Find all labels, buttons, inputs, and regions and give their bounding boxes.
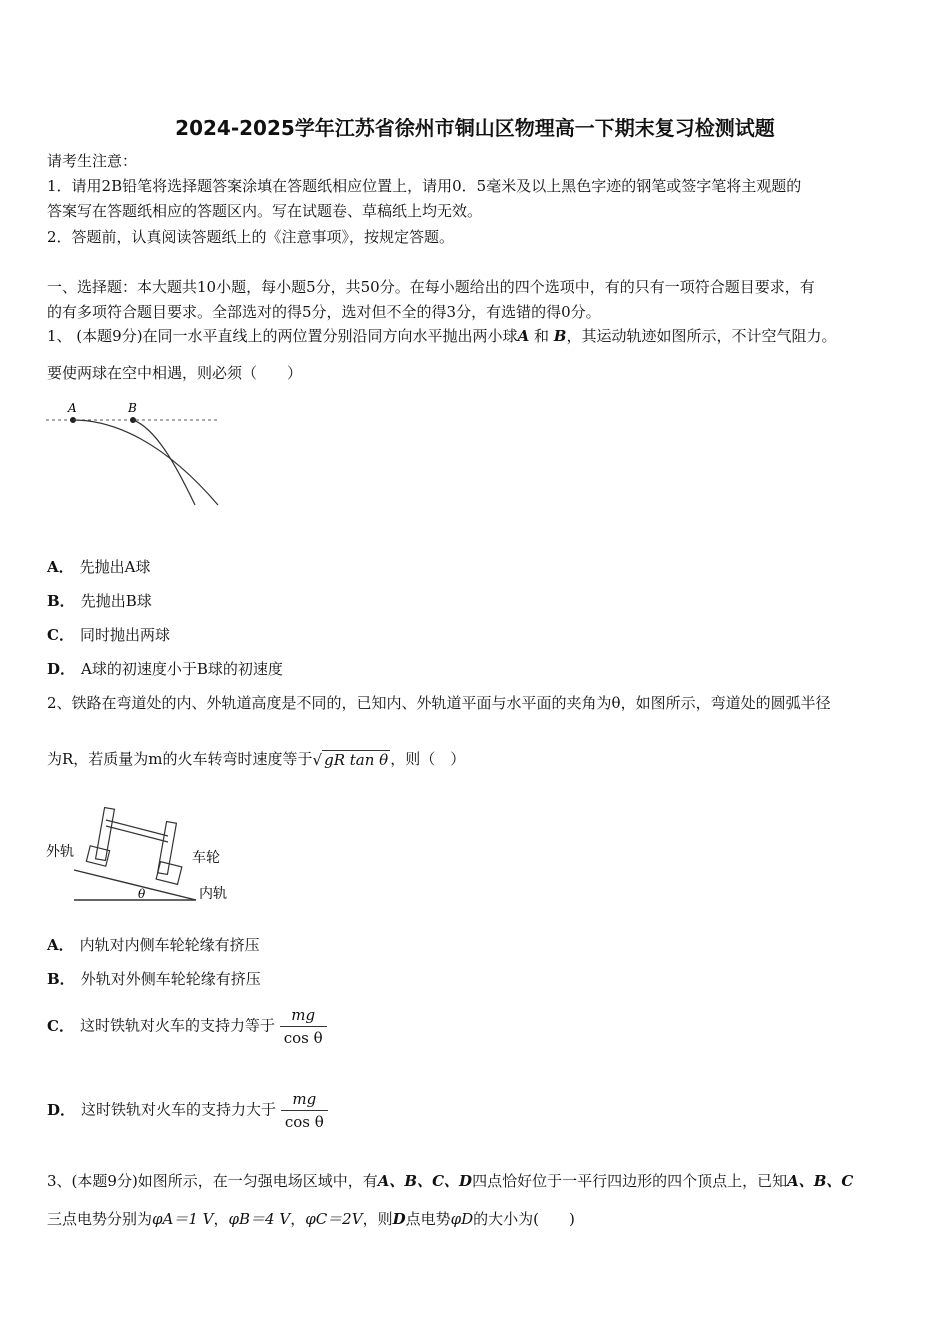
label-a: A: [68, 401, 77, 415]
label-wheel: 车轮: [192, 850, 220, 866]
label-inner-rail: 内轨: [199, 886, 227, 902]
sqrt-expression: √ gR tan θ: [312, 751, 389, 769]
q2-option-b: B． 外轨对外侧车轮轮缘有挤压: [47, 970, 261, 988]
rail-figure: [44, 798, 244, 908]
q2-option-d: D． 这时铁轨对火车的支持力大于 $\frac{mg}{\text{cos θ}}$: [47, 1088, 328, 1133]
q2-option-a: A． 内轨对内侧车轮轮缘有挤压: [47, 936, 260, 954]
q1-option-d: D． A球的初速度小于B球的初速度: [47, 660, 283, 678]
q1-option-a: A． 先抛出A球: [47, 558, 151, 576]
section-intro-2: 的有多项符合题目要求。全部选对的得5分，选对但不全的得3分，有选错的得0分。: [47, 303, 601, 321]
label-b: B: [128, 401, 137, 415]
notice-item-1b: 答案写在答题纸相应的答题区内。写在试题卷、草稿纸上均无效。: [47, 202, 483, 220]
q2-option-c: C． 这时铁轨对火车的支持力等于 $\frac{mg}{\text{cos θ}}$: [47, 1004, 327, 1049]
notice-item-1a: 1．请用2B铅笔将选择题答案涂填在答题纸相应位置上，请用0．5毫米及以上黑色字迹的钢笔或签字笔将主观题的: [47, 177, 802, 195]
label-theta: θ: [138, 887, 146, 901]
projectile-figure: [40, 398, 230, 513]
q1-option-c: C． 同时抛出两球: [47, 626, 170, 644]
q1-option-b: B． 先抛出B球: [47, 592, 152, 610]
notice-item-2: 2．答题前，认真阅读答题纸上的《注意事项》，按规定答题。: [47, 228, 455, 246]
label-outer-rail: 外轨: [46, 844, 74, 860]
q1-stem-1: 1、 (本题9分)在同一水平直线上的两位置分别沿同方向水平抛出两小球A 和 B，其运动轨迹如图所示，不计空气阻力。: [47, 327, 837, 345]
q2-stem-2: 为R，若质量为m的火车转弯时速度等于√ gR tan θ ，则（ ）: [47, 750, 466, 769]
q3-stem-2: 三点电势分别为φA＝1 V，φB＝4 V，φC＝2V，则D点电势φD的大小为( ): [47, 1210, 575, 1228]
notice-heading: 请考生注意：: [47, 152, 138, 170]
fraction-d: $\frac{mg}{\text{cos θ}}$: [281, 1088, 328, 1133]
q2-stem-1: 2、铁路在弯道处的内、外轨道高度是不同的，已知内、外轨道平面与水平面的夹角为θ，如图所示，弯道处的圆弧半径: [47, 694, 831, 712]
page-title: 2024-2025学年江苏省徐州市铜山区物理高一下期末复习检测试题: [175, 116, 775, 140]
q1-stem-2: 要使两球在空中相遇，则必须（ ）: [47, 364, 303, 382]
fraction-c: $\frac{mg}{\text{cos θ}}$: [280, 1004, 327, 1049]
q3-stem-1: 3、(本题9分)如图所示，在一匀强电场区域中，有A、B、C、D四点恰好位于一平行四边形的四个顶点上，已知A、B、C: [47, 1172, 854, 1190]
section-intro-1: 一、选择题：本大题共10小题，每小题5分，共50分。在每小题给出的四个选项中，有的只有一项符合题目要求，有: [47, 278, 815, 296]
